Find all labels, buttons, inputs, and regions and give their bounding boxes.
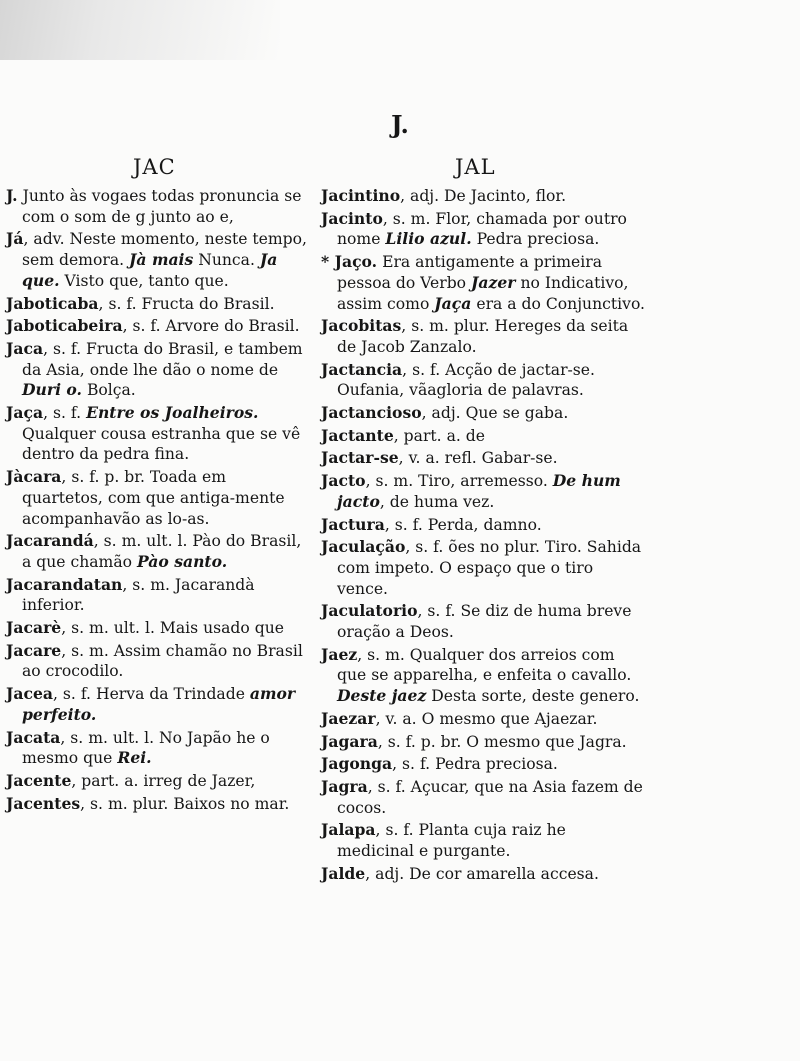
entry-definition: , s. m. ult. l. Pào do Brasil, a que chamão — [22, 532, 302, 571]
entry-definition: Nunca. — [193, 251, 260, 270]
entry-italic-phrase: Deste jaez — [337, 686, 427, 706]
entry-italic-phrase: Entre os Joalheiros. — [86, 403, 259, 423]
entry-headword: Jactar-se — [321, 448, 399, 468]
entry-definition: Era antigamente a primeira pessoa do Verbo — [337, 253, 602, 292]
dictionary-entry — [4, 294, 309, 315]
entry-definition: , s. f. Planta cuja raiz he medicinal e purgante. — [337, 821, 566, 861]
entry-definition: , part. a. de — [393, 426, 485, 445]
entry-headword: Jaca — [6, 338, 44, 358]
entry-definition: , adv. Neste momento, neste tempo, sem demora. — [22, 230, 308, 270]
dictionary-entry — [4, 403, 309, 465]
dictionary-entry — [319, 820, 646, 861]
entry-definition: , s. m. Qualquer dos arreios com que se apparelha, e enfeita o cavallo. — [337, 645, 632, 685]
entry-headword: Jacarè — [6, 618, 62, 638]
entry-definition: , s. m. plur. Baixos no mar. — [80, 794, 290, 813]
dictionary-entry — [4, 794, 309, 815]
entry-headword: Jacarandatan — [6, 574, 123, 594]
dictionary-entry — [319, 537, 646, 599]
entry-definition: , s. f. Acção de jactar-se. Oufania, vãagloria de palavras. — [337, 360, 595, 400]
entry-headword: Já — [6, 229, 24, 249]
entry-headword: Jacentes — [6, 793, 81, 813]
entry-definition: , s. m. ult. l. No Japão he o mesmo que — [22, 728, 270, 768]
entry-headword: Jaculação — [321, 537, 406, 557]
entry-definition: , adj. Que se gaba. — [421, 404, 569, 423]
entry-definition: , s. m. Jacarandà inferior. — [22, 575, 255, 615]
entry-definition: , part. a. irreg de Jazer, — [71, 771, 256, 790]
dictionary-entry — [4, 316, 309, 337]
entry-headword: Jacente — [6, 770, 72, 790]
dictionary-entry — [319, 864, 646, 885]
dictionary-entry — [4, 684, 309, 725]
dictionary-entry — [4, 618, 309, 639]
dictionary-entry — [4, 771, 309, 792]
left-column-header: JAC — [133, 155, 176, 179]
entry-definition: , s. f. Açucar, que na Asia fazem de cocos. — [337, 777, 643, 817]
entry-italic-phrase: Duri o. — [22, 380, 82, 400]
dictionary-entry — [4, 728, 309, 769]
dictionary-entry — [4, 186, 309, 227]
entry-headword: Jaez — [321, 644, 358, 664]
dictionary-entry — [4, 531, 309, 572]
entry-headword: Jactura — [321, 514, 385, 534]
entry-italic-phrase: Lilio azul. — [385, 229, 472, 249]
dictionary-entry — [319, 252, 646, 314]
entry-headword: Jacarandá — [6, 531, 94, 551]
dictionary-entry — [319, 777, 646, 818]
entry-italic-phrase: Jaça — [434, 293, 472, 313]
dictionary-entry — [4, 641, 309, 682]
entry-headword: Jagara — [321, 731, 378, 751]
entry-italic-phrase: Jazer — [471, 272, 516, 292]
entry-italic-phrase: Pào santo. — [136, 551, 228, 571]
entry-definition: , v. a. refl. Gabar-se. — [398, 449, 558, 468]
entry-headword: Jacintino — [321, 186, 401, 205]
entry-headword: Jàcara — [6, 467, 62, 487]
dictionary-entry — [319, 732, 646, 753]
entry-definition: , s. m. plur. Hereges da seita de Jacob Zanzalo. — [337, 317, 629, 356]
entry-definition: , s. f. Fructa do Brasil, e tambem da Asia, onde lhe dão o nome de — [22, 339, 303, 379]
entry-headword: Jalapa — [321, 820, 376, 840]
entry-definition: , s. f. Herva da Trindade — [53, 685, 250, 704]
entry-headword: Jacare — [6, 640, 62, 660]
entry-headword: Jaboticaba — [6, 293, 99, 313]
entry-italic-phrase: De hum jacto — [337, 471, 621, 511]
entry-italic-phrase: Jà mais — [129, 250, 194, 270]
entry-definition: , s. f. Pedra preciosa. — [392, 755, 558, 774]
left-column — [4, 186, 309, 816]
entry-headword: Jaboticabeira — [6, 316, 123, 336]
entry-headword: Jacinto — [321, 208, 383, 228]
entry-definition: Visto que, tanto que. — [59, 271, 229, 290]
entry-italic-phrase: Ja que. — [22, 250, 278, 290]
entry-definition: , adj. De cor amarella accesa. — [365, 864, 599, 883]
scan-smudge — [0, 0, 280, 60]
entry-headword: J. — [6, 186, 18, 205]
entry-definition: , s. f. Perda, damno. — [384, 515, 542, 534]
entry-definition: , s. f. Arvore do Brasil. — [122, 317, 300, 336]
dictionary-entry — [319, 209, 646, 250]
entry-definition: , s. m. Flor, chamada por outro nome — [337, 209, 627, 249]
entry-definition: , s. f. — [43, 404, 87, 423]
entry-headword: Jagra — [321, 776, 368, 796]
entry-definition: no Indicativo, assim como — [337, 273, 629, 313]
entry-headword: Jaça — [6, 403, 44, 423]
entry-italic-phrase: Rei. — [117, 748, 152, 768]
right-column — [319, 186, 646, 887]
entry-headword: Jagonga — [321, 754, 393, 774]
entry-definition: , s. f. Fructa do Brasil. — [98, 294, 275, 313]
entry-headword: Jacobitas — [321, 316, 402, 336]
dictionary-entry — [319, 448, 646, 469]
dictionary-entry — [4, 467, 309, 529]
dictionary-entry — [319, 515, 646, 536]
entry-definition: , v. a. O mesmo que Ajaezar. — [375, 709, 598, 728]
entry-headword: Jacea — [6, 684, 54, 704]
entry-definition: Desta sorte, deste genero. — [426, 687, 640, 706]
entry-definition: , s. f. p. br. O mesmo que Jagra. — [377, 732, 627, 751]
dictionary-entry — [319, 403, 646, 424]
dictionary-entry — [319, 360, 646, 401]
entry-definition: , s. m. Assim chamão no Brasil ao crocodilo. — [22, 641, 303, 681]
dictionary-entry — [4, 229, 309, 291]
dictionary-entry — [4, 575, 309, 616]
entry-definition: Junto às vogaes todas pronuncia se com o som de g junto ao e, — [17, 187, 302, 226]
entry-definition: , s. f. ões no plur. Tiro. Sahida com impeto. O espaço que o tiro vence. — [337, 538, 642, 598]
dictionary-entry — [4, 339, 309, 401]
dictionary-entry — [319, 426, 646, 447]
entry-headword: Jacto — [321, 471, 366, 491]
entry-headword: Jactancia — [321, 359, 403, 379]
entry-headword: Jaculatorio — [321, 601, 418, 621]
dictionary-entry — [319, 754, 646, 775]
entry-definition: , s. f. p. br. Toada em quartetos, com que antiga-mente acompanhavão as lo-as. — [22, 468, 285, 528]
entry-headword: Jactante — [321, 425, 394, 445]
right-column-header: JAL — [455, 155, 496, 179]
page-letter: J. — [391, 110, 409, 139]
entry-definition: Pedra preciosa. — [471, 230, 600, 249]
entry-definition: , de huma vez. — [379, 492, 495, 511]
entry-definition: era a do Conjunctivo. — [471, 294, 646, 313]
entry-headword: * Jaço. — [321, 252, 378, 272]
entry-headword: Jalde — [321, 863, 366, 883]
entry-headword: Jacata — [6, 727, 61, 747]
entry-definition: Qualquer cousa estranha que se vê dentro da pedra fina. — [22, 424, 301, 464]
entry-definition: Bolça. — [81, 381, 136, 400]
dictionary-entry — [319, 316, 646, 357]
entry-definition: , s. m. Tiro, arremesso. — [365, 472, 553, 491]
entry-definition: , s. m. ult. l. Mais usado que — [61, 619, 284, 638]
entry-italic-phrase: amor perfeito. — [22, 684, 296, 724]
entry-headword: Jactancioso — [321, 403, 422, 423]
entry-definition: , adj. De Jacinto, flor. — [400, 187, 567, 205]
entry-definition: , s. f. Se diz de huma breve oração a Deos. — [337, 602, 632, 642]
dictionary-entry — [319, 645, 646, 707]
entry-headword: Jaezar — [321, 708, 376, 728]
dictionary-entry — [319, 471, 646, 512]
dictionary-entry — [319, 601, 646, 642]
dictionary-entry — [319, 709, 646, 730]
dictionary-entry — [319, 186, 646, 207]
